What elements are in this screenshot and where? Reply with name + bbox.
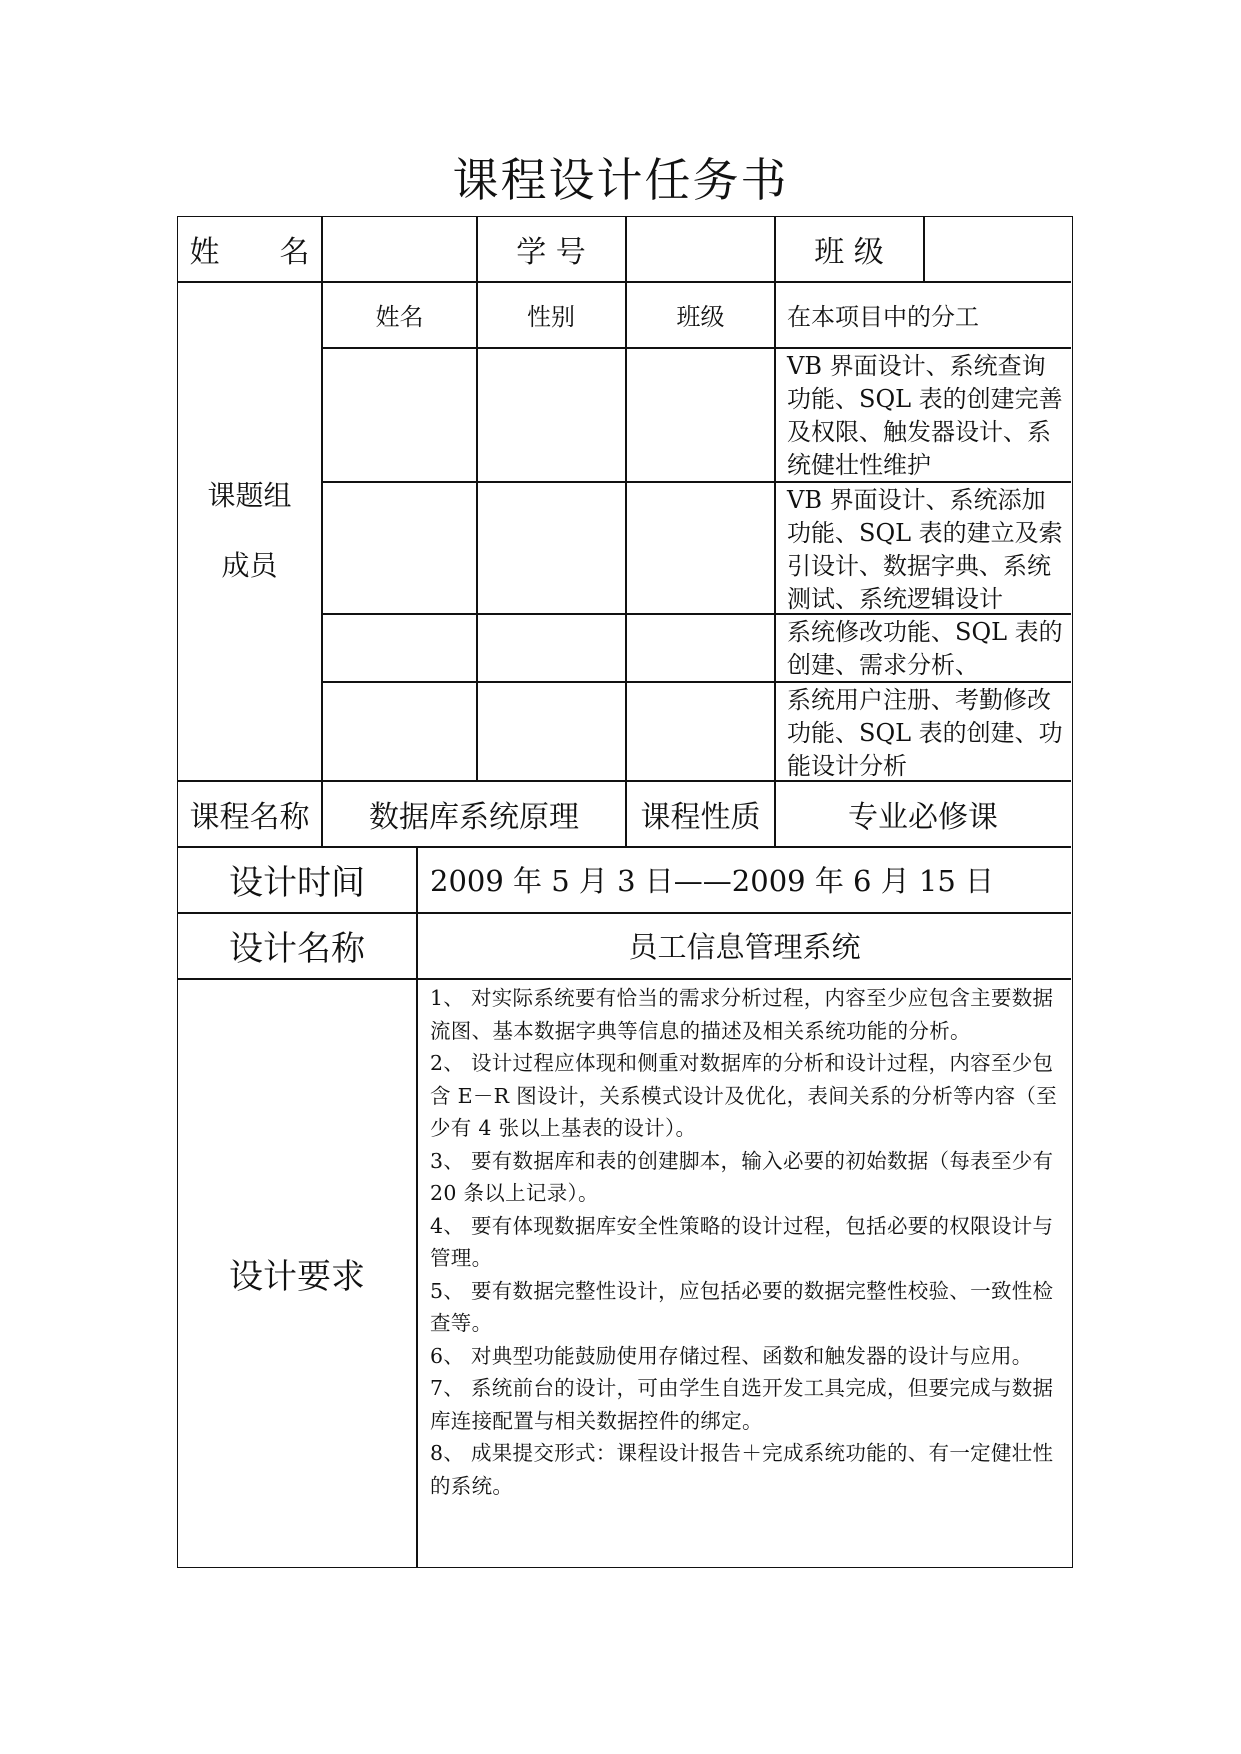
requirement-item-5: 5、 要有数据完整性设计，应包括必要的数据完整性校验、一致性检查等。 xyxy=(430,1278,1054,1335)
member-row-1-gender[interactable] xyxy=(477,348,625,481)
design-time-label: 设计时间 xyxy=(229,863,365,903)
member-row-2-class[interactable] xyxy=(627,482,774,613)
member-row-4-role: 系统用户注册、考勤修改功能、SQL 表的创建、功能设计分析 xyxy=(787,686,1063,780)
member-row-4-class[interactable] xyxy=(627,682,774,780)
design-name-value: 员工信息管理系统 xyxy=(628,930,861,964)
member-row-3-class[interactable] xyxy=(627,614,774,681)
members-col-class: 班级 xyxy=(676,303,725,331)
student-id-label: 学 号 xyxy=(516,235,586,270)
members-col-gender: 性别 xyxy=(527,303,575,331)
course-name-label: 课程名称 xyxy=(189,799,310,835)
requirement-item-6: 6、 对典型功能鼓励使用存储过程、函数和触发器的设计与应用。 xyxy=(430,1343,1033,1368)
member-row-3-role: 系统修改功能、SQL 表的创建、需求分析、 xyxy=(787,618,1063,679)
requirement-item-3: 3、 要有数据库和表的创建脚本，输入必要的初始数据（每表至少有 20 条以上记录）。 xyxy=(430,1148,1054,1205)
requirement-item-7: 7、 系统前台的设计，可由学生自选开发工具完成，但要完成与数据库连接配置与相关数据控件的绑定。 xyxy=(430,1376,1054,1433)
requirements-list xyxy=(418,982,1071,1562)
task-table xyxy=(177,216,1073,1568)
requirement-item-8: 8、 成果提交形式：课程设计报告＋完成系统功能的、有一定健壮性的系统。 xyxy=(430,1441,1054,1498)
member-row-4-name[interactable] xyxy=(323,682,476,780)
members-section-label xyxy=(178,281,321,780)
member-row-2-gender[interactable] xyxy=(477,482,625,613)
design-time-value: 2009 年 5 月 3 日——2009 年 6 月 15 日 xyxy=(430,864,995,898)
member-row-4-gender[interactable] xyxy=(477,682,625,780)
members-col-name: 姓名 xyxy=(375,303,424,331)
requirement-item-1: 1、 对实际系统要有恰当的需求分析过程，内容至少应包含主要数据流图、基本数据字典等信息的描述及相关系统功能的分析。 xyxy=(430,986,1054,1043)
member-row-3-gender[interactable] xyxy=(477,614,625,681)
student-id-value[interactable] xyxy=(627,217,774,281)
course-name-value: 数据库系统原理 xyxy=(369,799,579,835)
members-col-role: 在本项目中的分工 xyxy=(787,303,979,331)
members-label-line2: 成员 xyxy=(221,548,278,582)
class-value[interactable] xyxy=(925,217,1071,281)
members-label-line1: 课题组 xyxy=(207,478,292,512)
document-title: 课程设计任务书 xyxy=(452,153,789,207)
design-name-label: 设计名称 xyxy=(229,929,365,969)
requirement-item-2: 2、 设计过程应体现和侧重对数据库的分析和设计过程，内容至少包含 E－R 图设计，关系模式设计及优化，表间关系的分析等内容（至少有 4 张以上基表的设计）。 xyxy=(430,1051,1058,1140)
requirements-label: 设计要求 xyxy=(229,1256,365,1297)
class-label: 班 级 xyxy=(814,235,884,270)
course-type-value: 专业必修课 xyxy=(848,799,998,835)
requirement-item-4: 4、 要有体现数据库安全性策略的设计过程，包括必要的权限设计与管理。 xyxy=(430,1213,1054,1270)
member-row-2-role: VB 界面设计、系统添加功能、SQL 表的建立及索引设计、数据字典、系统测试、系统逻辑设计 xyxy=(787,486,1063,613)
member-row-2-name[interactable] xyxy=(323,482,476,613)
member-row-3-name[interactable] xyxy=(323,614,476,681)
member-row-1-name[interactable] xyxy=(323,348,476,481)
member-row-1-class[interactable] xyxy=(627,348,774,481)
name-value[interactable] xyxy=(323,217,476,281)
name-label: 姓 名 xyxy=(189,235,310,270)
member-row-1-role: VB 界面设计、系统查询功能、SQL 表的创建完善及权限、触发器设计、系统健壮性维护 xyxy=(787,352,1063,479)
course-type-label: 课程性质 xyxy=(640,799,761,835)
